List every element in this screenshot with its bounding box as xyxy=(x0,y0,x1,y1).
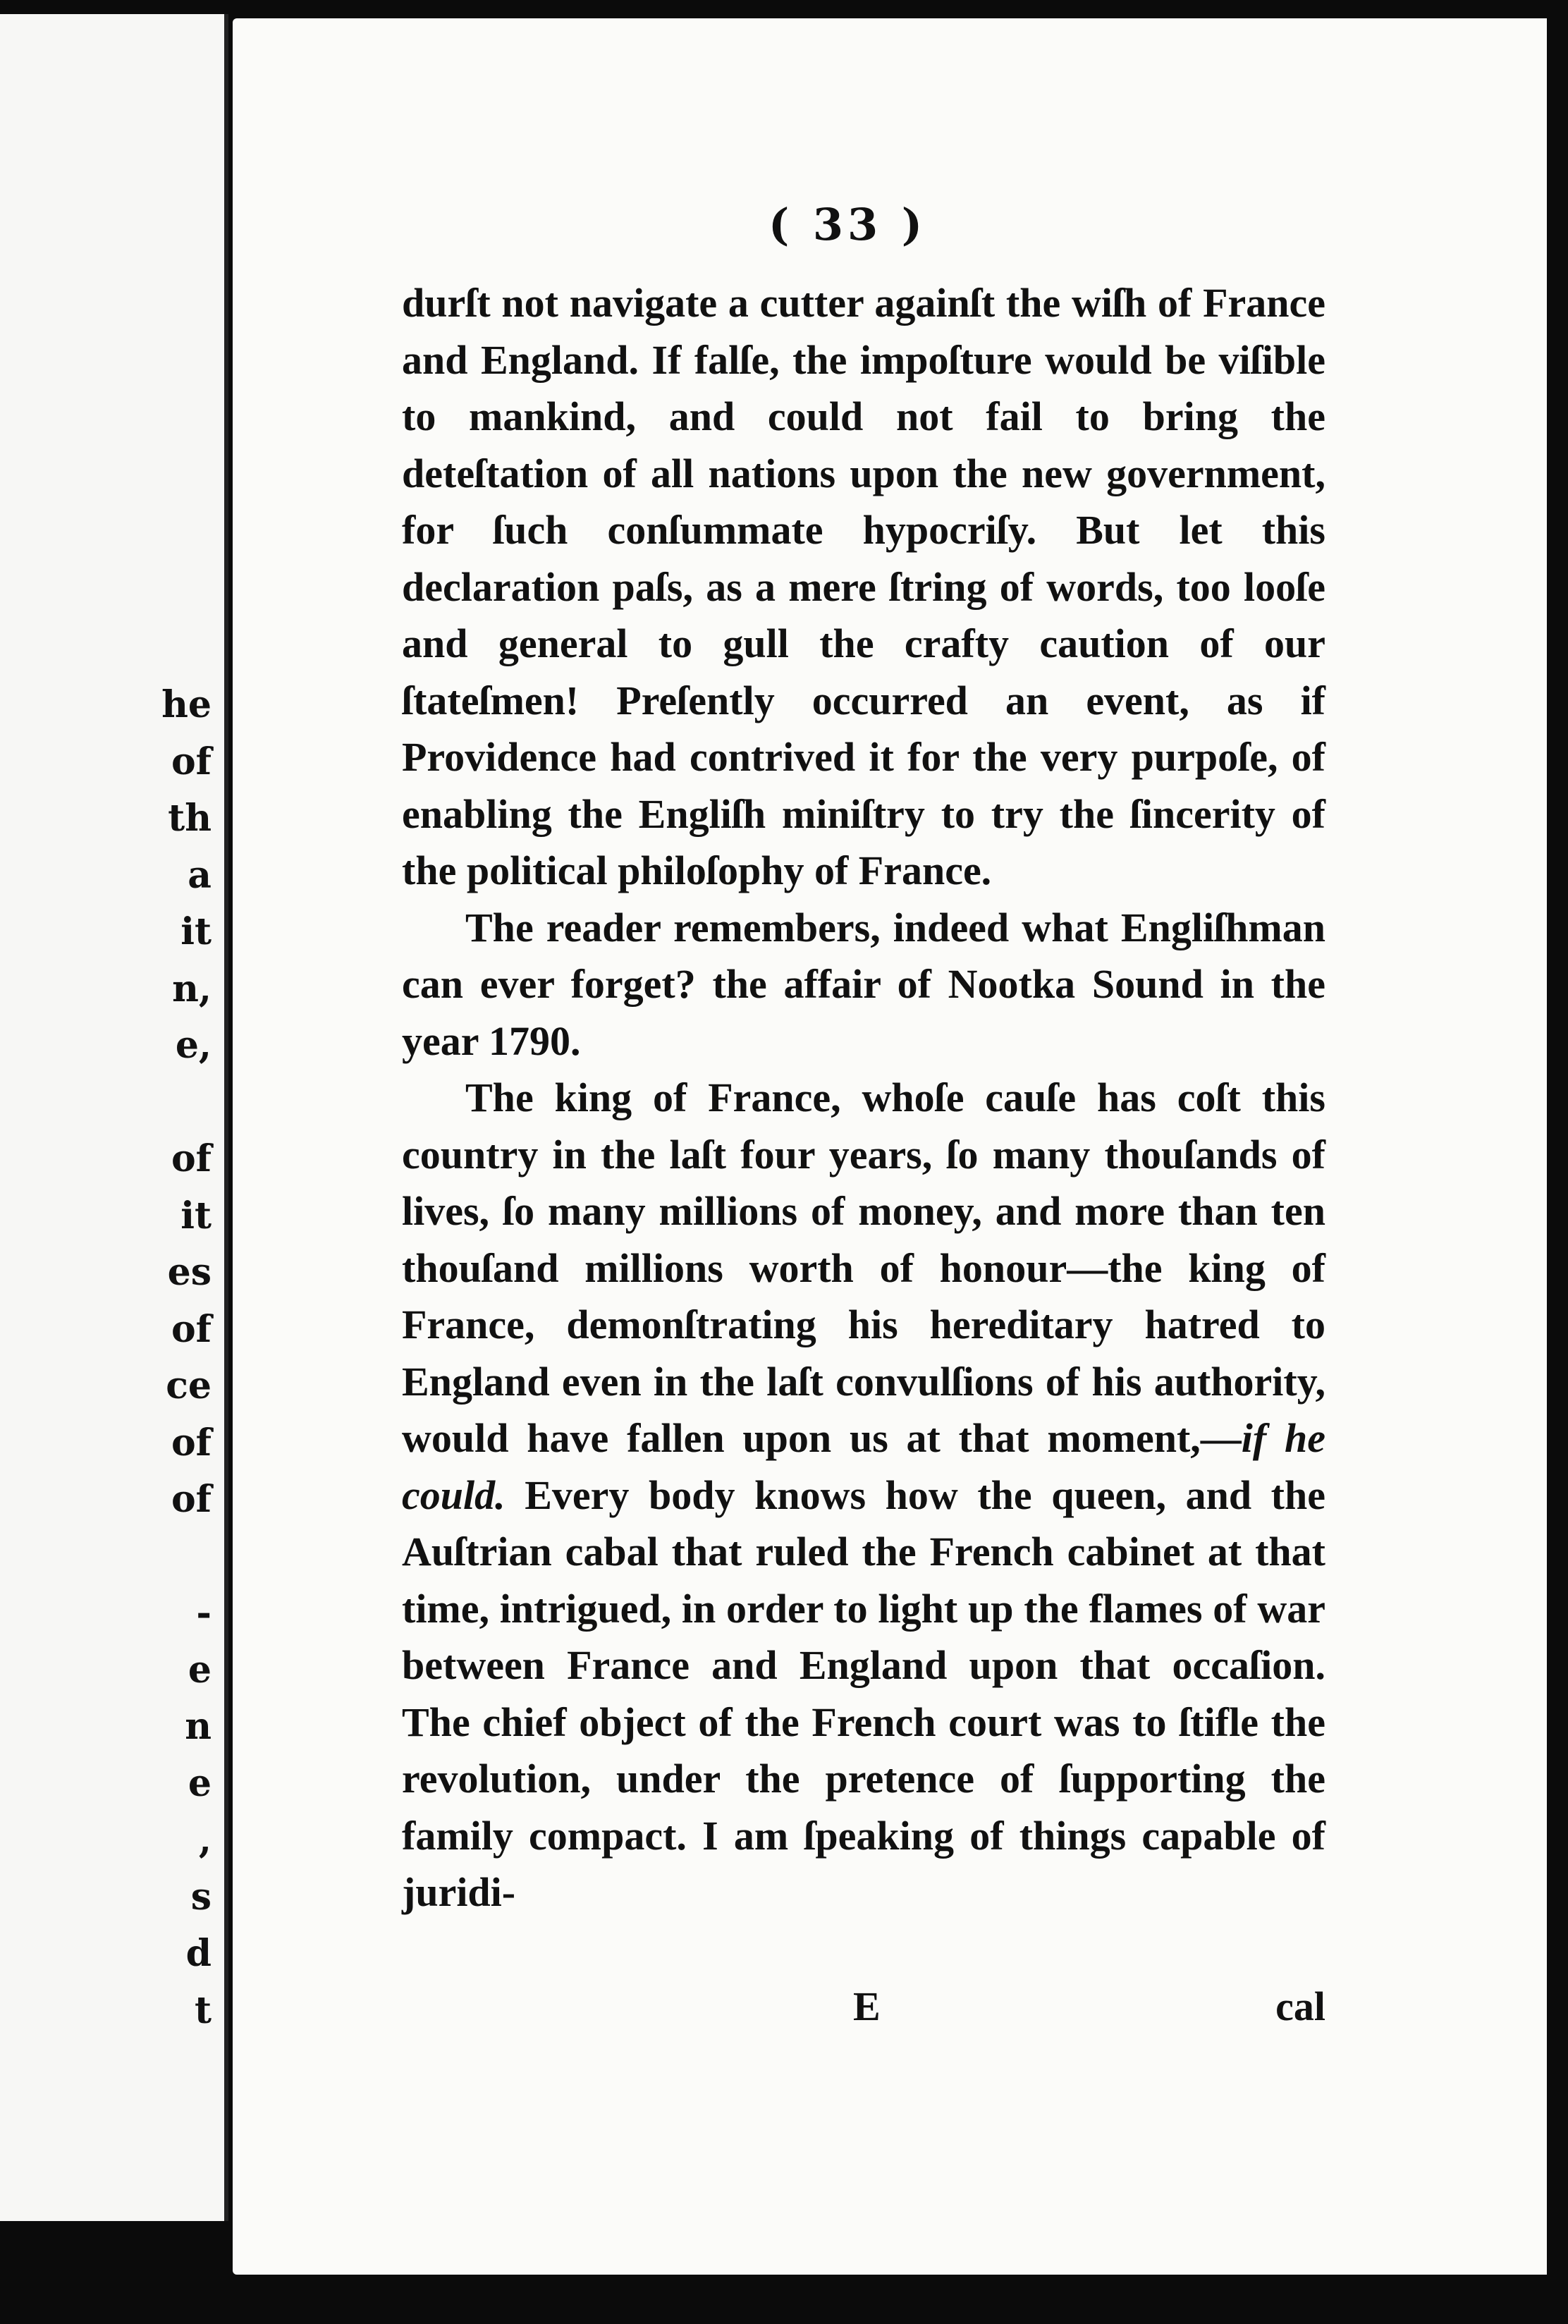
facing-page-fragment: n, xyxy=(172,967,212,1010)
facing-page-fragment: e xyxy=(188,1761,212,1805)
facing-page-fragment: of xyxy=(171,1421,212,1464)
paragraph-2: The reader remembers, indeed what Engliſhman can ever forget? the affair of Nootka Sound in the year 1790. xyxy=(402,904,1325,1064)
facing-page-fragment xyxy=(127,1529,212,1586)
page-footer xyxy=(402,1983,1325,2039)
facing-page-fragment: , xyxy=(198,1818,212,1861)
page-body xyxy=(402,275,1325,1921)
facing-page-fragment: th xyxy=(168,797,212,840)
facing-page-fragment: of xyxy=(171,1307,212,1351)
facing-page-fragment: of xyxy=(171,1137,212,1180)
facing-page-fragment: t xyxy=(194,1988,212,2032)
paragraph-3-part-2: Every body knows how the queen, and the Auſtrian cabal that ruled the French cabinet at that time, intrigued, in order to light up the flames of war between France and England upon that occaſion. The chief object of the French court was to ſtifle the revolution, under the pretence of ſupporting the family compact. I am ſpeaking of things capable of juridi- xyxy=(402,1472,1325,1915)
facing-page-fragment: s xyxy=(190,1875,212,1919)
facing-page-fragment: he xyxy=(161,683,212,726)
facing-page-fragments xyxy=(127,677,212,2039)
facing-page xyxy=(0,14,228,2221)
facing-page-fragment: n xyxy=(185,1705,212,1748)
facing-page-fragment: it xyxy=(180,1194,212,1237)
facing-page-fragment: e, xyxy=(175,1024,212,1067)
page-number: ( 33 ) xyxy=(768,199,927,250)
facing-page-fragment: a xyxy=(188,853,212,897)
facing-page-fragment: ce xyxy=(166,1364,212,1407)
facing-page-fragment: es xyxy=(167,1251,212,1294)
facing-page-fragment: - xyxy=(196,1591,212,1634)
facing-page-fragment: of xyxy=(171,1478,212,1521)
paragraph-1: durſt not navigate a cutter againſt the wiſh of France and England. If falſe, the impoſture would be viſible to mankind, and could not fail to bring the deteſtation of all nations upon the new government, for ſuch conſummate hypocriſy. But let this declaration paſs, as a mere ſtring of words, too looſe and general to gull the crafty caution of our ſtateſmen! Preſently occurred an event, as if Providence had contrived it for the very purpoſe, of enabling the Engliſh miniſtry to try the ſincerity of the political philoſophy of France. xyxy=(402,280,1325,893)
facing-page-fragment: d xyxy=(185,1932,212,1975)
facing-page-fragment: it xyxy=(180,910,212,953)
facing-page-fragment: e xyxy=(188,1648,212,1692)
paragraph-3-italic: if he could. xyxy=(402,1415,1325,1518)
signature-mark: E xyxy=(853,1983,881,2029)
paragraph-3-part-1: The king of France, whoſe cauſe has coſt this country in the laſt four years, ſo many thouſands of lives, ſo many millions of money, and more than ten thouſand millions worth of honour—the king of France, demonſtrating his hereditary hatred to England even in the laſt convulſions of his authority, would have fallen upon us at that moment,— xyxy=(402,1075,1325,1461)
catchword: cal xyxy=(1275,1983,1325,2029)
paragraph-3 xyxy=(402,1070,1325,1921)
facing-page-fragment xyxy=(127,1075,212,1132)
facing-page-fragment: of xyxy=(171,740,212,783)
